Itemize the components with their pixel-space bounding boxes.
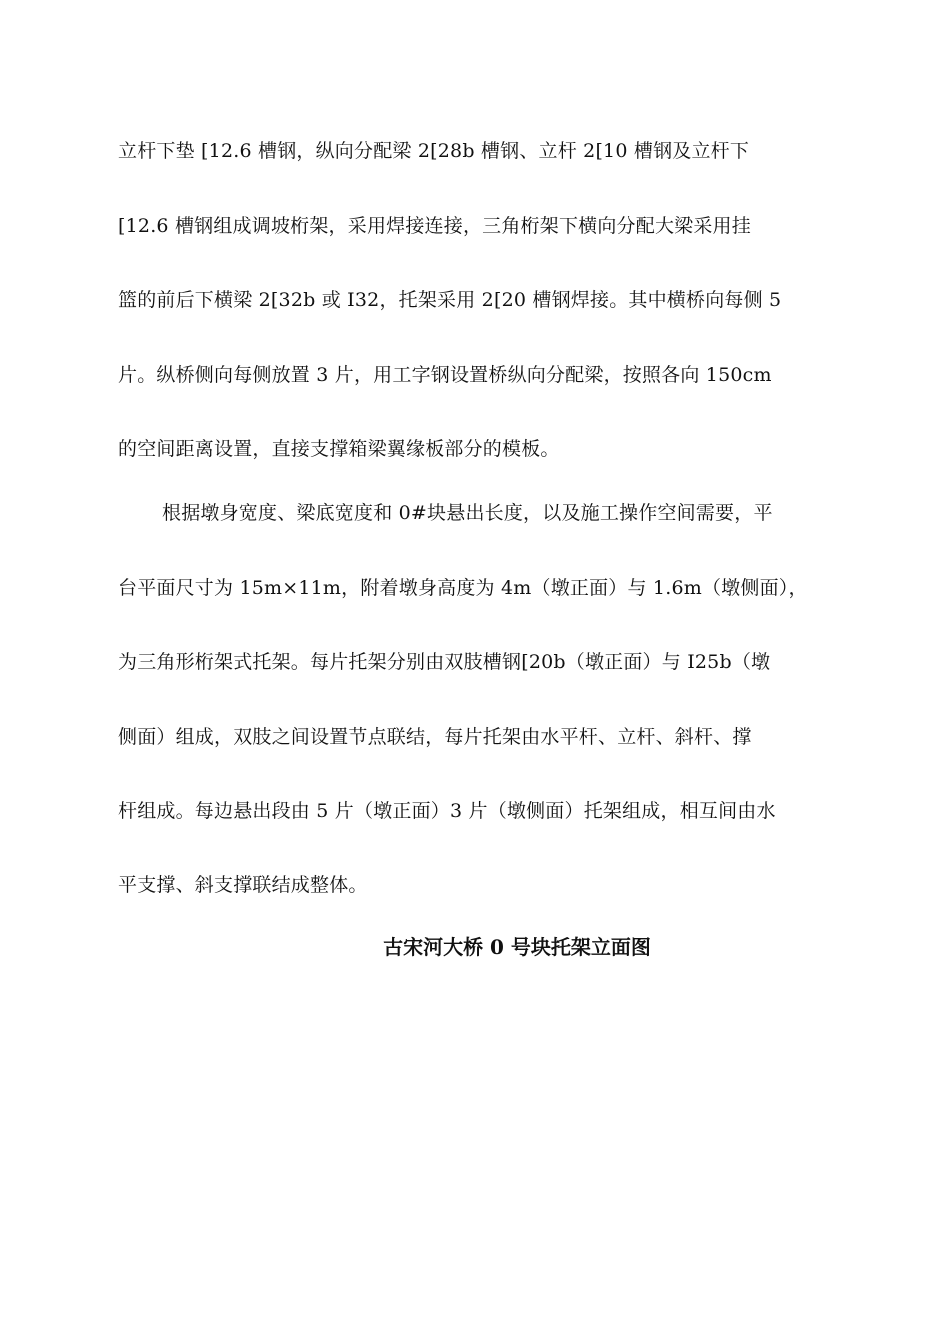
paragraph-1-line-1: 立杆下垫 [12.6 槽钢，纵向分配梁 2[28b 槽钢、立杆 2[10 槽钢及立杆下 — [118, 140, 750, 162]
paragraph-1-line-5: 的空间距离设置，直接支撑箱梁翼缘板部分的模板。 — [118, 438, 560, 460]
paragraph-2-line-3: 为三角形桁架式托架。每片托架分别由双肢槽钢[20b（墩正面）与 I25b（墩 — [118, 651, 771, 673]
paragraph-1-line-3: 篮的前后下横梁 2[32b 或 I32，托架采用 2[20 槽钢焊接。其中横桥向每侧 5 — [118, 289, 782, 311]
paragraph-2-line-1: 根据墩身宽度、梁底宽度和 0#块悬出长度，以及施工操作空间需要，平 — [162, 502, 773, 524]
paragraph-1-line-4: 片。纵桥侧向每侧放置 3 片，用工字钢设置桥纵向分配梁，按照各向 150cm — [118, 364, 772, 386]
paragraph-2-line-4: 侧面）组成，双肢之间设置节点联结，每片托架由水平杆、立杆、斜杆、撑 — [118, 726, 752, 748]
figure-caption — [0, 934, 950, 960]
paragraph-1-line-2: [12.6 槽钢组成调坡桁架，采用焊接连接，三角桁架下横向分配大梁采用挂 — [118, 215, 751, 237]
paragraph-2-line-2: 台平面尺寸为 15m×11m，附着墩身高度为 4m（墩正面）与 1.6m（墩侧面）， — [118, 577, 808, 599]
paragraph-2-line-6: 平支撑、斜支撑联结成整体。 — [118, 874, 368, 896]
paragraph-2-line-5: 杆组成。每边悬出段由 5 片（墩正面）3 片（墩侧面）托架组成，相互间由水 — [118, 800, 776, 822]
figure-caption-text: 古宋河大桥 0 号块托架立面图 — [383, 935, 651, 959]
